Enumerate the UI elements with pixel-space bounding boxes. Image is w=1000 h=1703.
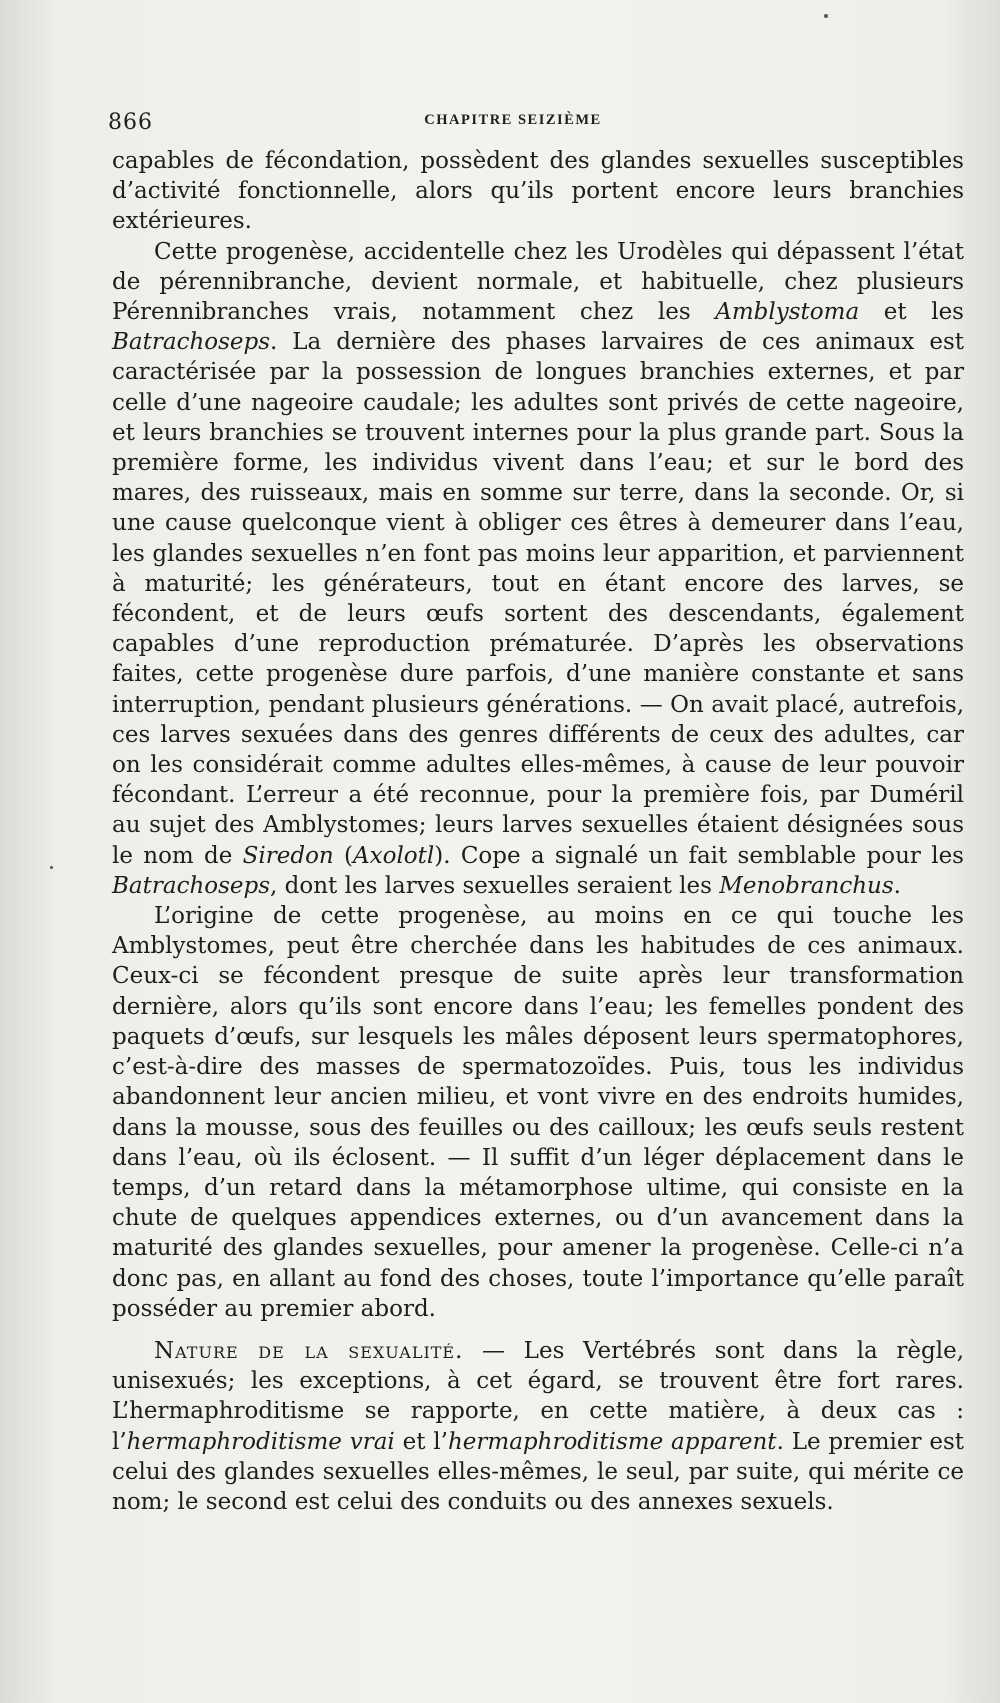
paragraph-text: ( (333, 842, 354, 869)
ink-speck (824, 14, 828, 18)
italic-term: Batrachoseps (112, 872, 271, 899)
paragraph-text: . La dernière des phases larvaires de ces animaux est caractérisée par la possession de longues branchies externes, et par celle d’une nageoire caudale; les adultes sont privés de cette nageoire, et leurs branchies se trouvent internes pour la plus grande part. Sous la première forme, les individus vivent dans l’eau; et sur le bord des mares, des ruisseaux, mais en somme sur terre, dans la seconde. Or, si une cause quelconque vient à obliger ces êtres à demeurer dans l’eau, les glandes sexuelles n’en font pas moins leur apparition, et parviennent à maturité; les générateurs, tout en étant encore des larves, se fécondent, et de leurs œufs sortent des descendants, également capables d’une reproduction prématurée. D’après les observations faites, cette progenèse dure parfois, d’une manière constante et sans interruption, pendant plusieurs générations. — On avait placé, autrefois, ces larves sexuées dans des genres différents de ceux des adultes, car on les considérait comme adultes elles-mêmes, à cause de leur pouvoir fécondant. L’erreur a été reconnue, pour la première fois, par Duméril au sujet des Amblystomes; leurs larves sexuelles étaient désignées sous le nom de (112, 329, 964, 869)
paragraph-text: capables de fécondation, possèdent des glandes sexuelles susceptibles d’activité fonctionnelle, alors qu’ils portent encore leurs branchies extérieures. (112, 148, 964, 235)
italic-term: Amblystoma (715, 299, 860, 326)
chapter-title: CHAPITRE SEIZIÈME (424, 112, 602, 128)
paragraph-text: , dont les larves sexuelles seraient les (270, 872, 720, 899)
paragraph-4 (112, 1336, 964, 1517)
paragraph-text: ). Cope a signalé un fait semblable pour les (434, 842, 964, 869)
body-text (112, 146, 964, 1517)
italic-term: hermaphroditisme apparent (447, 1428, 777, 1455)
italic-term: Batrachoseps (112, 329, 271, 356)
page-number: 866 (108, 110, 153, 135)
paragraph-text: — Les Vertébrés sont dans la règle, unisexués; les exceptions, à cet égard, se trouvent être fort rares. L’hermaphroditisme se rapporte, en cette matière, à deux cas : l’ (112, 1337, 965, 1455)
paragraph-text: et les (859, 299, 964, 326)
paragraph-2 (112, 237, 964, 901)
italic-term: Siredon (242, 842, 334, 869)
paragraph-3 (112, 901, 964, 1324)
ink-speck (50, 866, 53, 869)
paragraph-1 (112, 146, 964, 237)
paragraph-text: . Le premier est celui des glandes sexuelles elles-mêmes, le seul, par suite, qui mérite ce nom; le second est celui des conduits ou des annexes sexuels. (112, 1428, 964, 1515)
paragraph-text: . (893, 872, 901, 899)
paragraph-text: L’origine de cette progenèse, au moins en ce qui touche les Amblystomes, peut être cherchée dans les habitudes de ces animaux. Ceux-ci se fécondent presque de suite après leur transformation dernière, alors qu’ils sont encore dans l’eau; les femelles pondent des paquets d’œufs, sur lesquels les mâles déposent leurs spermatophores, c’est-à-dire des masses de spermatozoïdes. Puis, tous les individus abandonnent leur ancien milieu, et vont vivre en des endroits humides, dans la mousse, sous des feuilles ou des cailloux; les œufs seuls restent dans l’eau, où ils éclosent. — Il suffit d’un léger déplacement dans le temps, d’un retard dans la métamorphose ultime, qui consiste en la chute de quelques appendices externes, ou d’un avancement dans la maturité des glandes sexuelles, pour amener la progenèse. Celle-ci n’a donc pas, en allant au fond des choses, toute l’importance qu’elle paraît posséder au premier abord. (112, 903, 964, 1322)
paragraph-text: et l’ (394, 1428, 448, 1455)
paragraph-text: Cette progenèse, accidentelle chez les Urodèles qui dépassent l’état de pérennibranche, devient normale, et habituelle, chez plusieurs Pérennibranches vrais, notamment chez les (112, 238, 964, 326)
section-heading: Nature de la sexualité. (154, 1337, 464, 1364)
italic-term: hermaphroditisme vrai (126, 1428, 395, 1455)
italic-term: Axolotl (353, 842, 435, 869)
running-head (108, 104, 918, 134)
italic-term: Menobranchus (719, 872, 894, 899)
